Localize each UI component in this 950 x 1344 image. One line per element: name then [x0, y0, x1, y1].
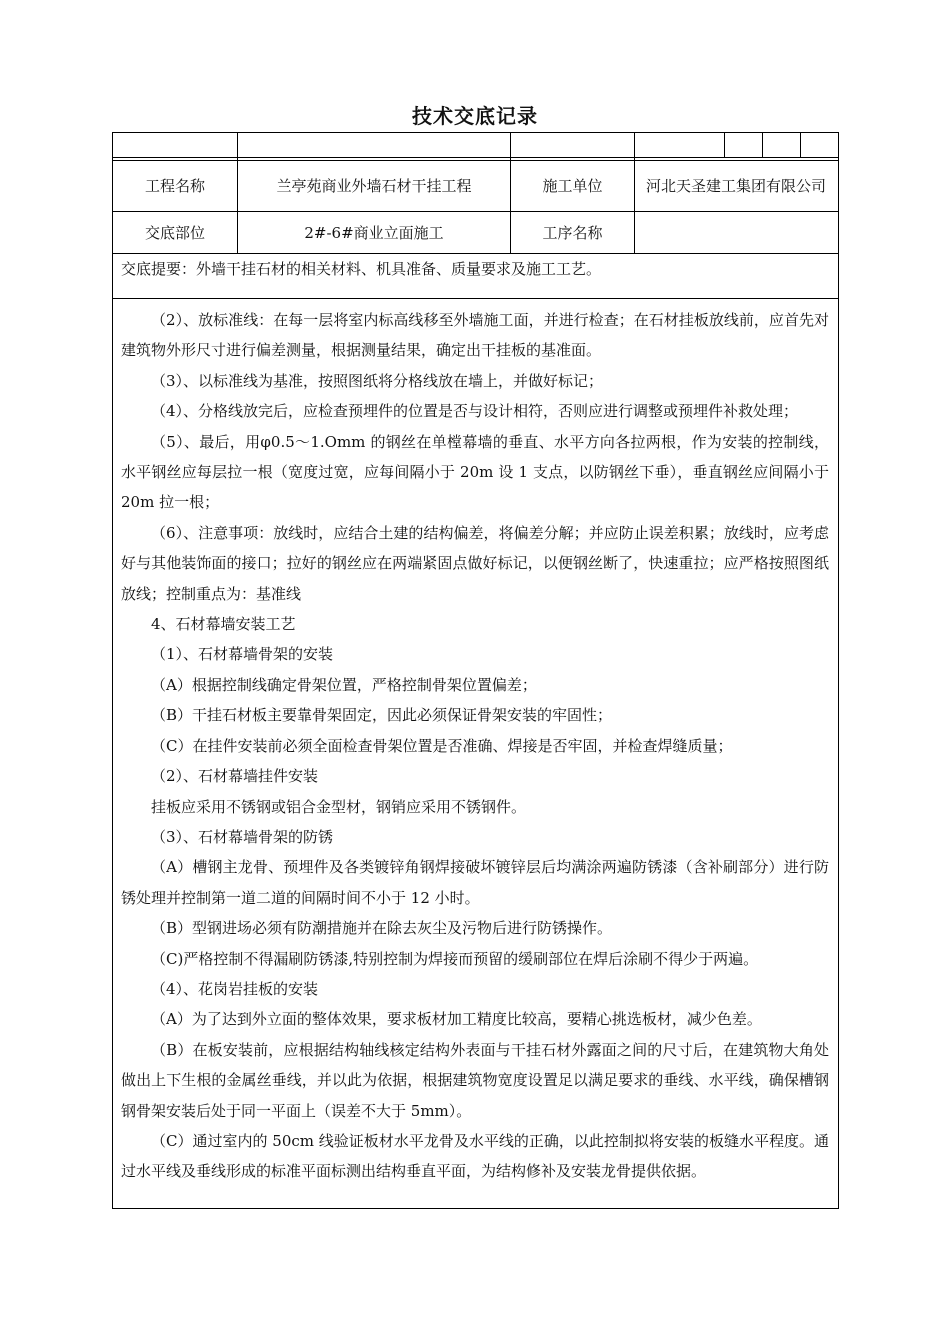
paragraph: （3）、以标准线为基准，按照图纸将分格线放在墙上，并做好标记；	[151, 371, 604, 390]
paragraph: （A）根据控制线确定骨架位置，严格控制骨架位置偏差；	[151, 675, 537, 694]
paragraph: （4）、花岗岩挂板的安装	[151, 979, 319, 998]
summary-text: 交底提要：外墙干挂石材的相关材料、机具准备、质量要求及施工工艺。	[121, 260, 602, 278]
paragraph: （C）通过室内的 50cm 线验证板材水平龙骨及水平线的正确，以此控制拟将安装的板缝水平程度。通过水平线及垂线形成的标准平面标测出结构垂直平面，为结构修补及安装龙骨提供依据。	[121, 1131, 829, 1181]
contractor-label: 施工单位	[542, 177, 603, 195]
paragraph: （B）干挂石材板主要靠骨架固定，因此必须保证骨架安装的牢固性；	[151, 706, 613, 725]
paragraph: （5）、最后，用φ0.5～1.Omm 的钢丝在单樘幕墙的垂直、水平方向各拉两根，作为安装的控制线，水平钢丝应每层拉一根（宽度过宽，应每间隔小于 20m 设 1 支点，以防钢丝下垂），垂直钢丝应间隔小于 20m 拉一根；	[121, 432, 829, 512]
location-label: 交底部位	[144, 223, 205, 242]
paragraph: （B）在板安装前，应根据结构轴线核定结构外表面与干挂石材外露面之间的尺寸后，在建筑物大角处做出上下生根的金属丝垂线，并以此为依据，根据建筑物宽度设置足以满足要求的垂线、水平线，确保槽钢钢骨架安装后处于同一平面上（误差不大于 5mm）。	[121, 1040, 829, 1120]
paragraph: （C)严格控制不得漏刷防锈漆,特别控制为焊接而预留的缓刷部位在焊后涂刷不得少于两遍。	[151, 949, 759, 968]
paragraph: （3）、石材幕墙骨架的防锈	[151, 827, 334, 846]
location-value: 2#-6#商业立面施工	[304, 223, 444, 242]
paragraph: （1）、石材幕墙骨架的安装	[151, 645, 334, 664]
paragraph: 4、石材幕墙安装工艺	[151, 615, 296, 634]
process-value	[635, 212, 838, 253]
paragraph: （C）在挂件安装前必须全面检查骨架位置是否准确、焊接是否牢固，并检查焊缝质量；	[151, 736, 733, 755]
contractor-value: 河北天圣建工集团有限公司	[645, 177, 826, 195]
paragraph: （2）、放标准线：在每一层将室内标高线移至外墙施工面，并进行检查；在石材挂板放线前，应首先对建筑物外形尺寸进行偏差测量，根据测量结果，确定出干挂板的基准面。	[121, 311, 829, 360]
project-name-label: 工程名称	[144, 177, 205, 195]
document-title: 技术交底记录	[412, 104, 538, 128]
project-name-value: 兰亭苑商业外墙石材干挂工程	[276, 177, 472, 195]
paragraph: （A）槽钢主龙骨、预埋件及各类镀锌角钢焊接破坏镀锌层后均满涂两遍防锈漆（含补刷部分）进行防锈处理并控制第一道二道的间隔时间不小于 12 小时。	[121, 858, 829, 907]
paragraph: （4）、分格线放完后，应检查预埋件的位置是否与设计相符，否则应进行调整或预埋件补救处理；	[151, 402, 799, 421]
process-label: 工序名称	[542, 223, 603, 242]
paragraph: （B）型钢进场必须有防潮措施并在除去灰尘及污物后进行防锈操作。	[151, 919, 613, 938]
paragraph: （2）、石材幕墙挂件安装	[151, 767, 319, 786]
paragraph: （A）为了达到外立面的整体效果，要求板材加工精度比较高，要精心挑选板材，减少色差。	[151, 1010, 762, 1029]
paragraph: 挂板应采用不锈钢或铝合金型材，钢销应采用不锈钢件。	[151, 797, 527, 816]
paragraph: （6）、注意事项：放线时，应结合土建的结构偏差，将偏差分解；并应防止误差积累；放线时，应考虑好与其他装饰面的接口；拉好的钢丝应在两端紧固点做好标记，以便钢丝断了，快速重拉；应严格按照图纸放线；控制重点为：基准线	[121, 523, 829, 603]
body-text	[121, 305, 829, 1187]
